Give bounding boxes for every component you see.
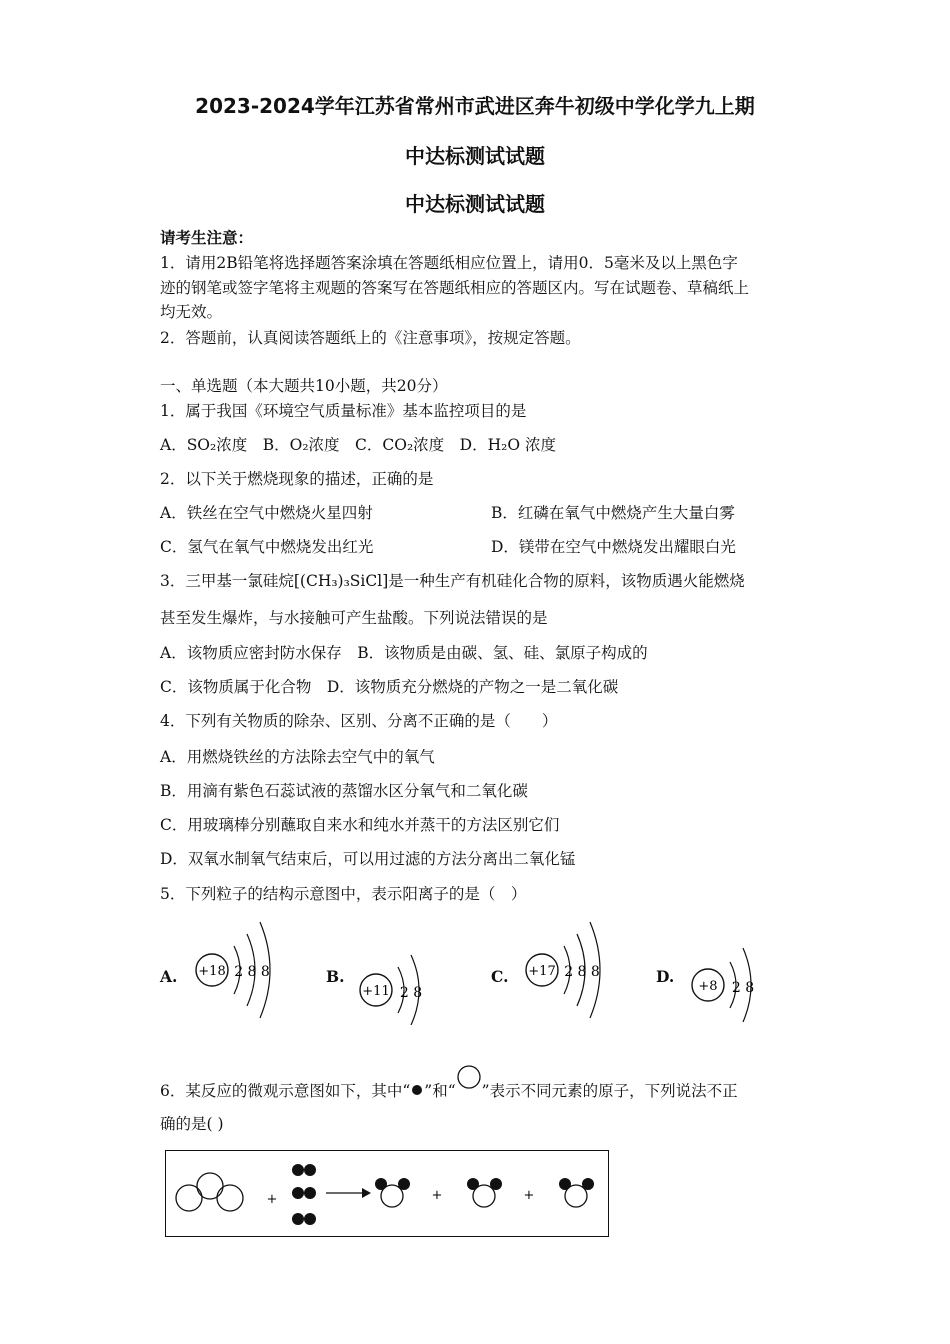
plus-sign: + <box>266 1192 278 1207</box>
hollow-atom-icon <box>456 1064 482 1090</box>
q3-stem-b: 甚至发生爆炸，与水接触可产生盐酸。下列说法错误的是 <box>160 609 548 627</box>
atom-diagram-a <box>190 918 285 1023</box>
q6-stem-part1: 6．某反应的微观示意图如下，其中“ <box>160 1082 411 1100</box>
q6-stem-b: 确的是( ) <box>160 1115 224 1133</box>
q6-stem-part3: ”表示不同元素的原子，下列说法不正 <box>481 1082 738 1100</box>
shell-electrons: 2 8 8 <box>234 964 270 980</box>
page-title-line2: 中达标测试试题 <box>405 144 545 168</box>
q4-stem: 4．下列有关物质的除杂、区别、分离不正确的是（ ） <box>160 712 558 730</box>
q4-option-c: C．用玻璃棒分别蘸取自来水和纯水并蒸干的方法区别它们 <box>160 816 560 834</box>
plus-sign: + <box>523 1188 535 1203</box>
q3-options-ab: A．该物质应密封防水保存 B．该物质是由碳、氢、硅、氯原子构成的 <box>160 644 648 662</box>
q2-option-a: A．铁丝在空气中燃烧火星四射 <box>160 504 373 522</box>
product-molecule <box>559 1178 594 1207</box>
notice-item1-b: 迹的钢笔或签字笔将主观题的答案写在答题纸相应的答题区内。写在试题卷、草稿纸上 <box>160 279 750 297</box>
nucleus-charge: +11 <box>362 984 390 999</box>
section-heading: 一、单选题（本大题共10小题，共20分） <box>160 377 448 395</box>
q5-option-b-label: B. <box>326 967 345 986</box>
q2-option-b: B．红磷在氧气中燃烧产生大量白雾 <box>491 504 735 522</box>
q1-stem: 1．属于我国《环境空气质量标准》基本监控项目的是 <box>160 402 527 420</box>
nucleus-charge: +8 <box>698 979 718 994</box>
q6-stem-a <box>160 1064 738 1101</box>
nucleus-charge: +17 <box>528 964 556 979</box>
notice-item1-c: 均无效。 <box>160 303 223 321</box>
product-molecule <box>467 1178 502 1207</box>
q1-options: A．SO₂浓度 B．O₂浓度 C．CO₂浓度 D．H₂O 浓度 <box>160 436 556 454</box>
page-title-line3: 中达标测试试题 <box>405 192 545 216</box>
q5-option-d-label: D. <box>656 967 675 986</box>
q6-stem-part2: ”和“ <box>424 1082 456 1100</box>
q5-stem: 5．下列粒子的结构示意图中，表示阳离子的是（ ） <box>160 885 527 903</box>
q4-option-b: B．用滴有紫色石蕊试液的蒸馏水区分氧气和二氧化碳 <box>160 782 528 800</box>
shell-electrons: 2 8 8 <box>564 964 600 980</box>
atom-diagram-b <box>354 945 439 1025</box>
reactant-molecules-filled <box>292 1164 316 1225</box>
q5-option-a-label: A. <box>160 967 178 986</box>
q2-option-d: D．镁带在空气中燃烧发出耀眼白光 <box>491 538 736 556</box>
q3-options-cd: C．该物质属于化合物 D．该物质充分燃烧的产物之一是二氧化碳 <box>160 678 619 696</box>
q4-option-d: D．双氧水制氧气结束后，可以用过滤的方法分离出二氧化锰 <box>160 850 576 868</box>
q4-option-a: A．用燃烧铁丝的方法除去空气中的氧气 <box>160 748 435 766</box>
shell-electrons: 2 8 <box>731 980 755 996</box>
q2-option-c: C．氢气在氧气中燃烧发出红光 <box>160 538 374 556</box>
plus-sign: + <box>431 1188 443 1203</box>
notice-item1-a: 1．请用2B铅笔将选择题答案涂填在答题纸相应位置上，请用0．5毫米及以上黑色字 <box>160 254 738 272</box>
atom-diagram-d <box>686 942 771 1027</box>
reaction-svg <box>166 1151 608 1236</box>
q5-option-c-label: C. <box>491 967 509 986</box>
product-molecule <box>375 1178 410 1207</box>
notice-item2: 2．答题前，认真阅读答题纸上的《注意事项》，按规定答题。 <box>160 329 581 347</box>
q3-stem-a: 3．三甲基一氯硅烷[(CH₃)₃SiCl]是一种生产有机硅化合物的原料，该物质遇火能燃烧 <box>160 572 745 590</box>
notice-heading: 请考生注意： <box>160 228 254 247</box>
reaction-arrow <box>326 1188 371 1198</box>
q2-stem: 2．以下关于燃烧现象的描述，正确的是 <box>160 470 434 488</box>
reactant-molecule-hollow <box>176 1173 243 1211</box>
shell-electrons: 2 8 <box>399 985 423 1001</box>
nucleus-charge: +18 <box>198 964 226 979</box>
page-title-line1: 2023-2024学年江苏省常州市武进区奔牛初级中学化学九上期 <box>195 94 755 118</box>
atom-diagram-c <box>520 918 615 1023</box>
filled-atom-icon <box>410 1083 424 1097</box>
reaction-diagram <box>165 1150 609 1237</box>
